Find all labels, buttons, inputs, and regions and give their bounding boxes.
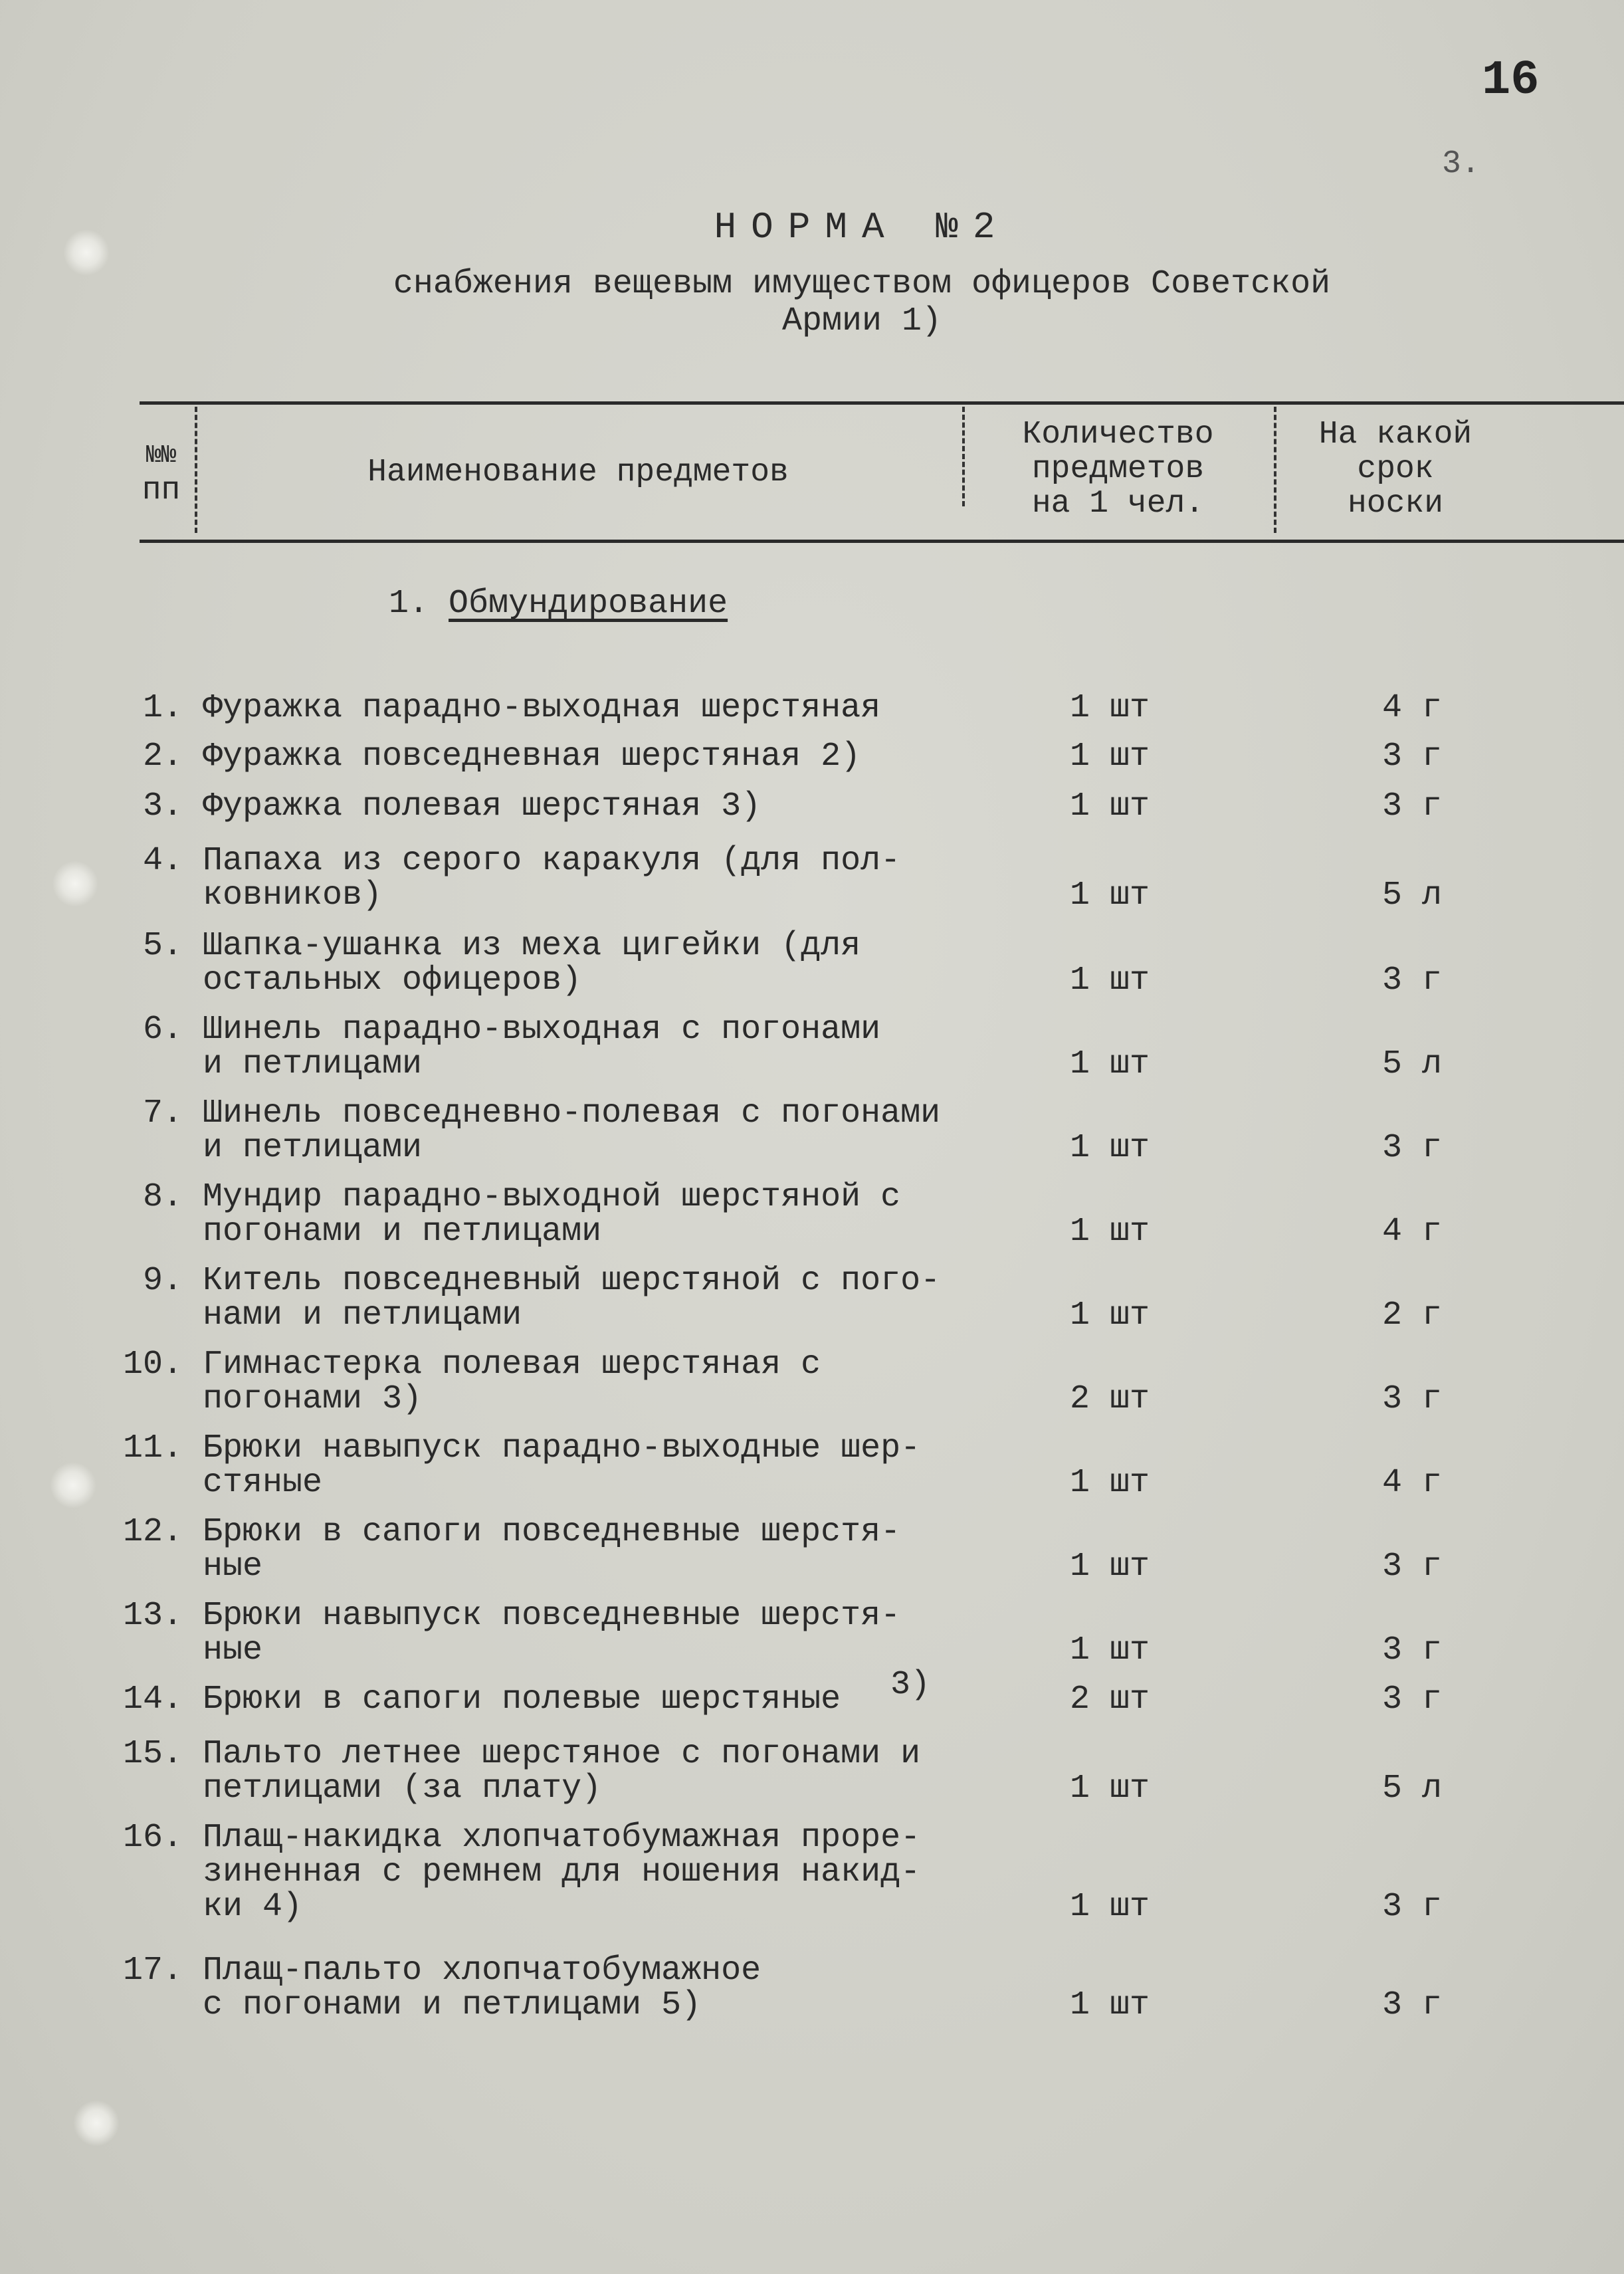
item-name-line: Плащ-пальто хлопчатобумажное	[203, 1952, 761, 1990]
list-item	[0, 844, 1624, 913]
item-name-line: ковников)	[203, 877, 383, 914]
sub-page-number: 3.	[1442, 146, 1480, 182]
item-name	[203, 1683, 841, 1717]
column-divider-1	[195, 407, 197, 533]
item-name	[203, 789, 761, 824]
header-number-line-2: пп	[142, 472, 181, 508]
document-subtitle	[0, 266, 1624, 340]
item-term: 3 г	[1382, 787, 1443, 825]
section-heading	[389, 585, 728, 623]
list-item	[0, 691, 1624, 726]
item-number: 5.	[142, 927, 183, 965]
item-name	[203, 1954, 761, 2023]
section-number: 1.	[389, 585, 429, 623]
item-name-line: петлицами (за плату)	[203, 1770, 602, 1808]
item-name	[203, 1096, 940, 1166]
item-name	[203, 844, 900, 913]
item-name-line: Плащ-накидка хлопчатобумажная проре-	[203, 1819, 921, 1857]
list-item	[0, 1348, 1624, 1417]
item-name-line: Китель повседневный шерстяной с пого-	[203, 1262, 941, 1300]
item-number: 17.	[122, 1952, 183, 1990]
item-number: 6.	[142, 1011, 183, 1049]
item-name-line: Фуражка повседневная шерстяная 2)	[203, 738, 861, 775]
item-name-line: Мундир парадно-выходной шерстяной с	[203, 1178, 901, 1216]
item-term: 3 г	[1382, 962, 1443, 999]
header-term-line-1: На какой	[1318, 417, 1472, 453]
item-name-line: погонами и петлицами	[203, 1213, 602, 1251]
list-item	[0, 740, 1624, 774]
item-number: 9.	[142, 1262, 183, 1300]
item-name-line: Брюки навыпуск повседневные шерстя-	[203, 1597, 901, 1635]
header-quantity-line-1: Количество	[1022, 417, 1214, 453]
item-name-line: Шинель повседневно-полевая с погонами	[203, 1094, 941, 1132]
column-divider-3	[1274, 407, 1276, 533]
list-item	[0, 1821, 1624, 1924]
header-quantity-line-3: на 1 чел.	[1031, 486, 1205, 522]
item-name-line: Брюки в сапоги полевые шерстяные	[203, 1681, 841, 1718]
item-term: 3 г	[1382, 1548, 1443, 1586]
item-quantity: 1 шт	[1070, 1986, 1150, 2024]
item-number: 10.	[122, 1346, 183, 1384]
item-name-line: Брюки навыпуск парадно-выходные шер-	[203, 1429, 921, 1467]
subtitle-line-2: Армии 1)	[781, 302, 942, 340]
item-name-line: Брюки в сапоги повседневные шерстя-	[203, 1513, 901, 1551]
item-name-line: Пальто летнее шерстяное с погонами и	[203, 1735, 921, 1773]
item-quantity: 1 шт	[1070, 689, 1150, 727]
item-term: 5 л	[1382, 877, 1443, 914]
item-quantity: 1 шт	[1070, 1770, 1150, 1808]
item-quantity: 1 шт	[1070, 1548, 1150, 1586]
header-bottom-rule	[140, 540, 1624, 543]
item-quantity: 1 шт	[1070, 962, 1150, 999]
item-quantity: 1 шт	[1070, 738, 1150, 775]
item-number: 1.	[142, 689, 183, 727]
item-name	[203, 691, 880, 726]
list-item	[0, 1599, 1624, 1668]
header-number-line-1: №№	[146, 441, 177, 470]
item-name	[203, 740, 861, 774]
item-quantity: 1 шт	[1070, 1129, 1150, 1167]
item-number: 11.	[122, 1429, 183, 1467]
header-top-rule	[140, 401, 1624, 405]
list-item	[0, 1515, 1624, 1584]
page-number: 16	[1482, 53, 1540, 108]
header-number	[130, 439, 193, 508]
list-item	[0, 1264, 1624, 1333]
item-name-line: Папаха из серого каракуля (для пол-	[203, 842, 901, 880]
item-name-line: Гимнастерка полевая шерстяная с	[203, 1346, 821, 1384]
item-name	[203, 1737, 920, 1806]
item-name-line: Шинель парадно-выходная с погонами	[203, 1011, 881, 1049]
item-quantity: 1 шт	[1070, 1464, 1150, 1502]
item-name-line: Фуражка парадно-выходная шерстяная	[203, 689, 881, 727]
item-term: 5 л	[1382, 1770, 1443, 1808]
item-term: 3 г	[1382, 1380, 1443, 1418]
header-term-line-2: срок	[1357, 451, 1434, 487]
item-name	[203, 1431, 920, 1500]
item-quantity: 1 шт	[1070, 1296, 1150, 1334]
item-name-line: ки 4)	[203, 1888, 303, 1926]
item-term: 3 г	[1382, 738, 1443, 775]
item-name-line: Фуражка полевая шерстяная 3)	[203, 787, 761, 825]
column-divider-2	[962, 407, 965, 506]
item-number: 13.	[122, 1597, 183, 1635]
item-term: 5 л	[1382, 1045, 1443, 1083]
document-title: НОРМА №2	[714, 206, 1010, 249]
item-number: 4.	[142, 842, 183, 880]
item-number: 14.	[122, 1681, 183, 1718]
list-item	[0, 1737, 1624, 1806]
item-name-line: остальных офицеров)	[203, 962, 582, 999]
item-term: 4 г	[1382, 1213, 1443, 1251]
item-number: 8.	[142, 1178, 183, 1216]
list-item	[0, 1096, 1624, 1166]
item-name-line: стяные	[203, 1464, 323, 1502]
header-name: Наименование предметов	[367, 455, 789, 490]
item-name-line: ные	[203, 1548, 263, 1586]
subtitle-line-1: снабжения вещевым имуществом офицеров Советской	[393, 265, 1331, 303]
item-quantity: 1 шт	[1070, 1045, 1150, 1083]
item-number: 16.	[122, 1819, 183, 1857]
header-quantity	[970, 417, 1266, 521]
list-item	[0, 1666, 1624, 1718]
item-name-line: и петлицами	[203, 1129, 423, 1167]
item-quantity: 1 шт	[1070, 787, 1150, 825]
header-quantity-line-2: предметов	[1031, 451, 1205, 487]
punch-hole-4	[73, 2100, 120, 2146]
item-quantity: 1 шт	[1070, 877, 1150, 914]
item-name	[203, 1348, 821, 1417]
item-footnote-mark: 3)	[890, 1666, 931, 1704]
list-item	[0, 789, 1624, 824]
list-item	[0, 929, 1624, 998]
item-term: 4 г	[1382, 689, 1443, 727]
item-number: 7.	[142, 1094, 183, 1132]
list-item	[0, 1954, 1624, 2023]
item-quantity: 2 шт	[1070, 1681, 1150, 1718]
item-term: 3 г	[1382, 1888, 1443, 1926]
item-name	[203, 1599, 900, 1668]
list-item	[0, 1431, 1624, 1500]
item-name-line: с погонами и петлицами 5)	[203, 1986, 702, 2024]
item-name-line: нами и петлицами	[203, 1296, 522, 1334]
item-term: 3 г	[1382, 1681, 1443, 1718]
item-term: 3 г	[1382, 1631, 1443, 1669]
item-name	[203, 1013, 880, 1082]
list-item	[0, 1180, 1624, 1249]
item-name	[203, 1180, 900, 1249]
item-name	[203, 1821, 920, 1924]
item-name	[203, 1515, 900, 1584]
list-item	[0, 1013, 1624, 1082]
item-term: 3 г	[1382, 1986, 1443, 2024]
item-term: 3 г	[1382, 1129, 1443, 1167]
item-term: 2 г	[1382, 1296, 1443, 1334]
item-name	[203, 1264, 940, 1333]
item-quantity: 2 шт	[1070, 1380, 1150, 1418]
section-title: Обмундирование	[449, 585, 728, 623]
header-term-line-3: носки	[1347, 486, 1444, 522]
item-quantity: 1 шт	[1070, 1213, 1150, 1251]
header-term	[1282, 417, 1508, 521]
item-name-line: погонами 3)	[203, 1380, 423, 1418]
item-name-line: Шапка-ушанка из меха цигейки (для	[203, 927, 861, 965]
item-name-line: ные	[203, 1631, 263, 1669]
item-number: 3.	[142, 787, 183, 825]
item-number: 2.	[142, 738, 183, 775]
item-number: 12.	[122, 1513, 183, 1551]
item-name-line: зиненная с ремнем для ношения накид-	[203, 1853, 921, 1891]
item-quantity: 1 шт	[1070, 1888, 1150, 1926]
item-term: 4 г	[1382, 1464, 1443, 1502]
item-name-line: и петлицами	[203, 1045, 423, 1083]
item-quantity: 1 шт	[1070, 1631, 1150, 1669]
item-name	[203, 929, 861, 998]
item-number: 15.	[122, 1735, 183, 1773]
